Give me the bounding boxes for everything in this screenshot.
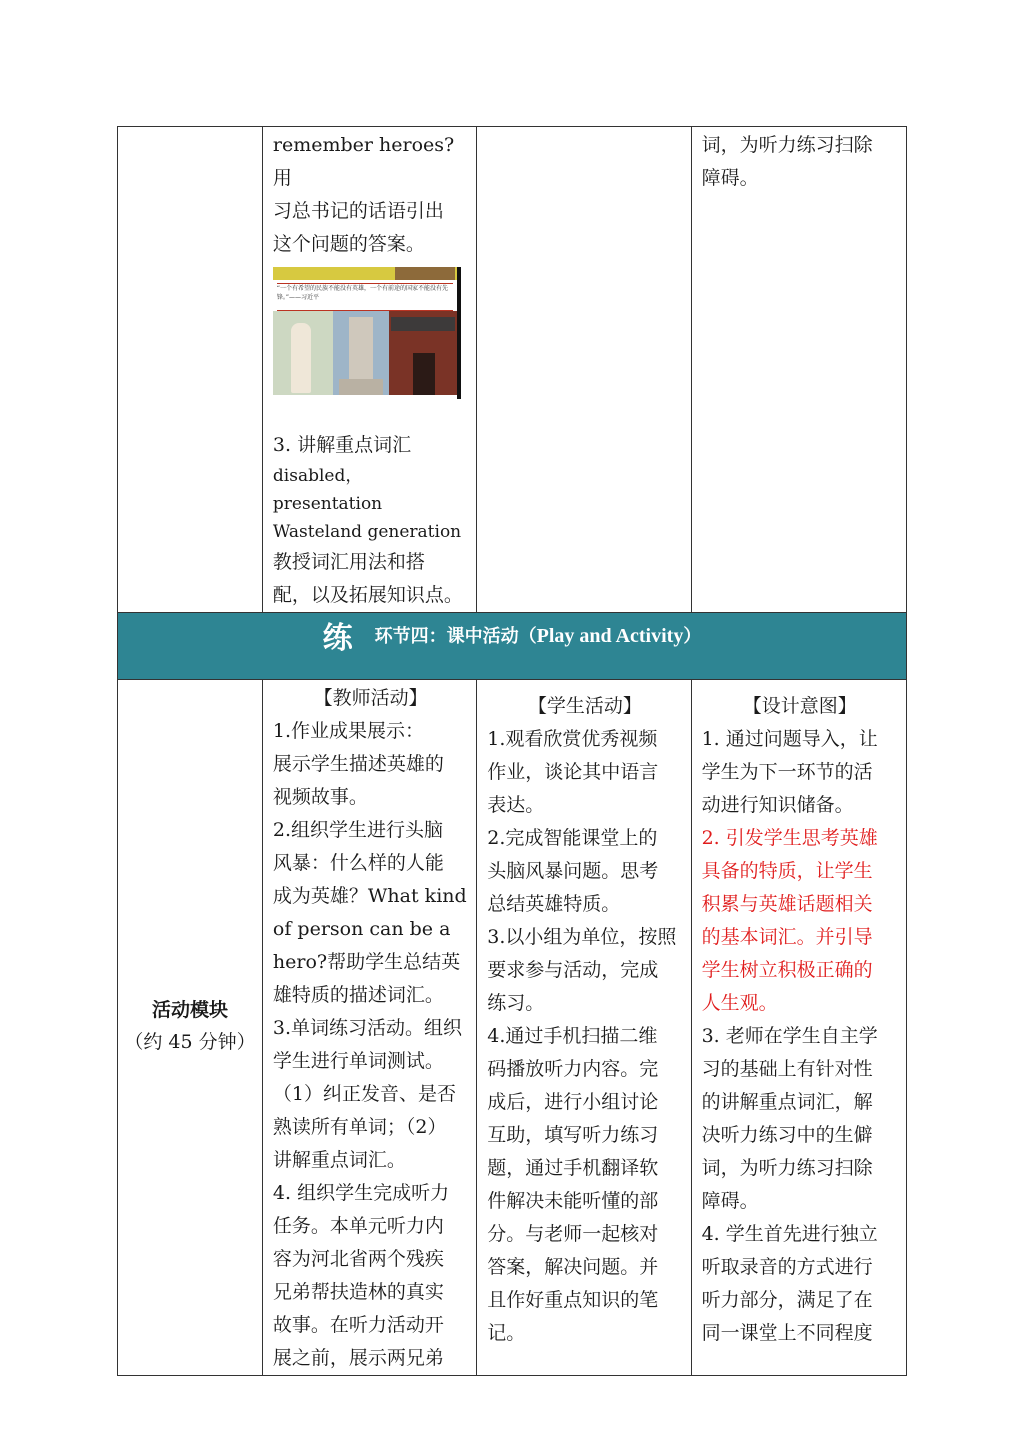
- text-line: 2.组织学生进行头脑: [272, 819, 444, 841]
- section-header: [118, 613, 907, 680]
- text-line: 4. 组织学生完成听力: [272, 1182, 450, 1204]
- text-line: 风暴：什么样的人能: [272, 852, 444, 874]
- text-line: 3.以小组为单位，按照: [487, 926, 677, 948]
- text-line: 容为河北省两个残疾: [272, 1248, 444, 1270]
- section-header-row: [118, 613, 907, 680]
- gate-figure: [413, 353, 435, 395]
- text-line: 1. 通过问题导入，让: [701, 728, 878, 750]
- text-line: 学生进行单词测试。: [272, 1050, 444, 1072]
- text-line: 故事。在听力活动开: [272, 1314, 444, 1336]
- text-line: 配，以及拓展知识点。: [272, 584, 463, 606]
- text-line: 词，为听力练习扫除: [701, 1157, 873, 1179]
- text-line: 这个问题的答案。: [272, 233, 425, 255]
- text-line: 同一课堂上不同程度: [701, 1322, 873, 1344]
- text-line: 学生树立积极正确的: [701, 959, 873, 981]
- text-line: 分。与老师一起核对: [487, 1223, 659, 1245]
- design-text: [702, 723, 898, 822]
- text-line: 习总书记的话语引出: [272, 200, 444, 222]
- text-line: 成后，进行小组讨论: [487, 1091, 659, 1113]
- vocab-words: disabled，presentation: [272, 466, 383, 514]
- student-activity-text: [487, 723, 682, 1350]
- text-line: 头脑风暴问题。思考: [487, 860, 659, 882]
- text-line: 4.通过手机扫描二维: [487, 1025, 658, 1047]
- text-line: 的基本词汇。并引导: [701, 926, 873, 948]
- text-line: 教授词汇用法和搭: [272, 551, 425, 573]
- text-line: 1.作业成果展示：: [272, 720, 425, 742]
- text-line: 码播放听力内容。完: [487, 1058, 659, 1080]
- teacher-heading: 【教师活动】: [313, 687, 428, 709]
- table-row-activity: [118, 680, 907, 1376]
- text-line: 的讲解重点词汇，解: [701, 1091, 873, 1113]
- heroes-collage-image: [273, 267, 461, 399]
- text-line: 障碍。: [701, 167, 759, 189]
- text-line: 决听力练习中的生僻: [701, 1124, 873, 1146]
- text-line: 且作好重点知识的笔: [487, 1289, 659, 1311]
- table-row-continuation: [118, 127, 907, 613]
- cell-design-continuation: [691, 127, 906, 613]
- text-line: 4. 学生首先进行独立: [701, 1223, 878, 1245]
- text-line: 成为英雄？What kind: [272, 885, 467, 907]
- lesson-plan-table: [117, 126, 907, 1376]
- design-heading: 【设计意图】: [742, 695, 857, 717]
- vocab-heading: 3. 讲解重点词汇: [272, 434, 412, 456]
- design-text: [702, 1020, 898, 1350]
- text-line: 互助，填写听力练习: [487, 1124, 659, 1146]
- text-line: 作业，谈论其中语言: [487, 761, 659, 783]
- text-line: 2. 引发学生思考英雄: [701, 827, 878, 849]
- section-title: 环节四：课中活动（Play and Activity）: [374, 625, 702, 647]
- text-line: 1.观看欣赏优秀视频: [487, 728, 658, 750]
- text-line: 记。: [487, 1322, 526, 1344]
- student-heading: 【学生活动】: [527, 695, 642, 717]
- vocab-words: Wasteland generation: [272, 522, 462, 542]
- text-line: 练习。: [487, 992, 545, 1014]
- text-line: 任务。本单元听力内: [272, 1215, 444, 1237]
- design-text-highlighted: [702, 822, 898, 1020]
- text-line: remember heroes? 用: [272, 134, 455, 189]
- text-line: 讲解重点词汇。: [272, 1149, 406, 1171]
- text-line: 词，为听力练习扫除: [701, 134, 873, 156]
- text-line: hero?帮助学生总结英: [272, 951, 461, 973]
- text-line: 听力部分，满足了在: [701, 1289, 873, 1311]
- cell-teacher-continuation: [262, 127, 476, 613]
- section-char: 练: [322, 621, 353, 656]
- text-line: 障碍。: [701, 1190, 759, 1212]
- text-line: 学生为下一环节的活: [701, 761, 873, 783]
- text-line: 习的基础上有针对性: [701, 1058, 873, 1080]
- text-line: （1）纠正发音、是否: [272, 1083, 456, 1105]
- text-line: 人生观。: [701, 992, 778, 1014]
- statue-figure: [291, 323, 311, 393]
- text-line: 雄特质的描述词汇。: [272, 984, 444, 1006]
- text-line: 动进行知识储备。: [701, 794, 854, 816]
- text-line: 3. 老师在学生自主学: [701, 1025, 878, 1047]
- text-line: of person can be a: [272, 918, 451, 940]
- text-line: 表达。: [487, 794, 545, 816]
- image-quote: “一个有希望的民族不能没有英雄，一个有前途的国家不能没有先锋。”——习近平: [277, 283, 453, 311]
- text-line: 兄弟帮扶造林的真实: [272, 1281, 444, 1303]
- text-line: 熟读所有单词；（2）: [272, 1116, 447, 1138]
- text-line: 总结英雄特质。: [487, 893, 621, 915]
- text-line: 视频故事。: [272, 786, 368, 808]
- text-line: 3.单词练习活动。组织: [272, 1017, 463, 1039]
- text-line: 听取录音的方式进行: [701, 1256, 873, 1278]
- text-line: 答案，解决问题。并: [487, 1256, 659, 1278]
- text-line: 2.完成智能课堂上的: [487, 827, 658, 849]
- text-line: 积累与英雄话题相关: [701, 893, 873, 915]
- cell-teacher-activity: [262, 680, 476, 1376]
- text-line: 展示学生描述英雄的: [272, 753, 444, 775]
- text-line: 展之前，展示两兄弟: [272, 1347, 444, 1369]
- text-line: 件解决未能听懂的部: [487, 1190, 659, 1212]
- cell-module: [118, 680, 263, 1376]
- text-line: 要求参与活动，完成: [487, 959, 659, 981]
- text-line: 具备的特质，让学生: [701, 860, 873, 882]
- module-title: 活动模块: [151, 999, 228, 1021]
- cell-student-empty: [477, 127, 691, 613]
- cell-student-activity: [477, 680, 691, 1376]
- module-time: （约 45 分钟）: [124, 1031, 256, 1053]
- teacher-activity-text: [273, 715, 468, 1375]
- cell-empty-module: [118, 127, 263, 613]
- cell-design-intent: [691, 680, 906, 1376]
- text-line: 题，通过手机翻译软: [487, 1157, 659, 1179]
